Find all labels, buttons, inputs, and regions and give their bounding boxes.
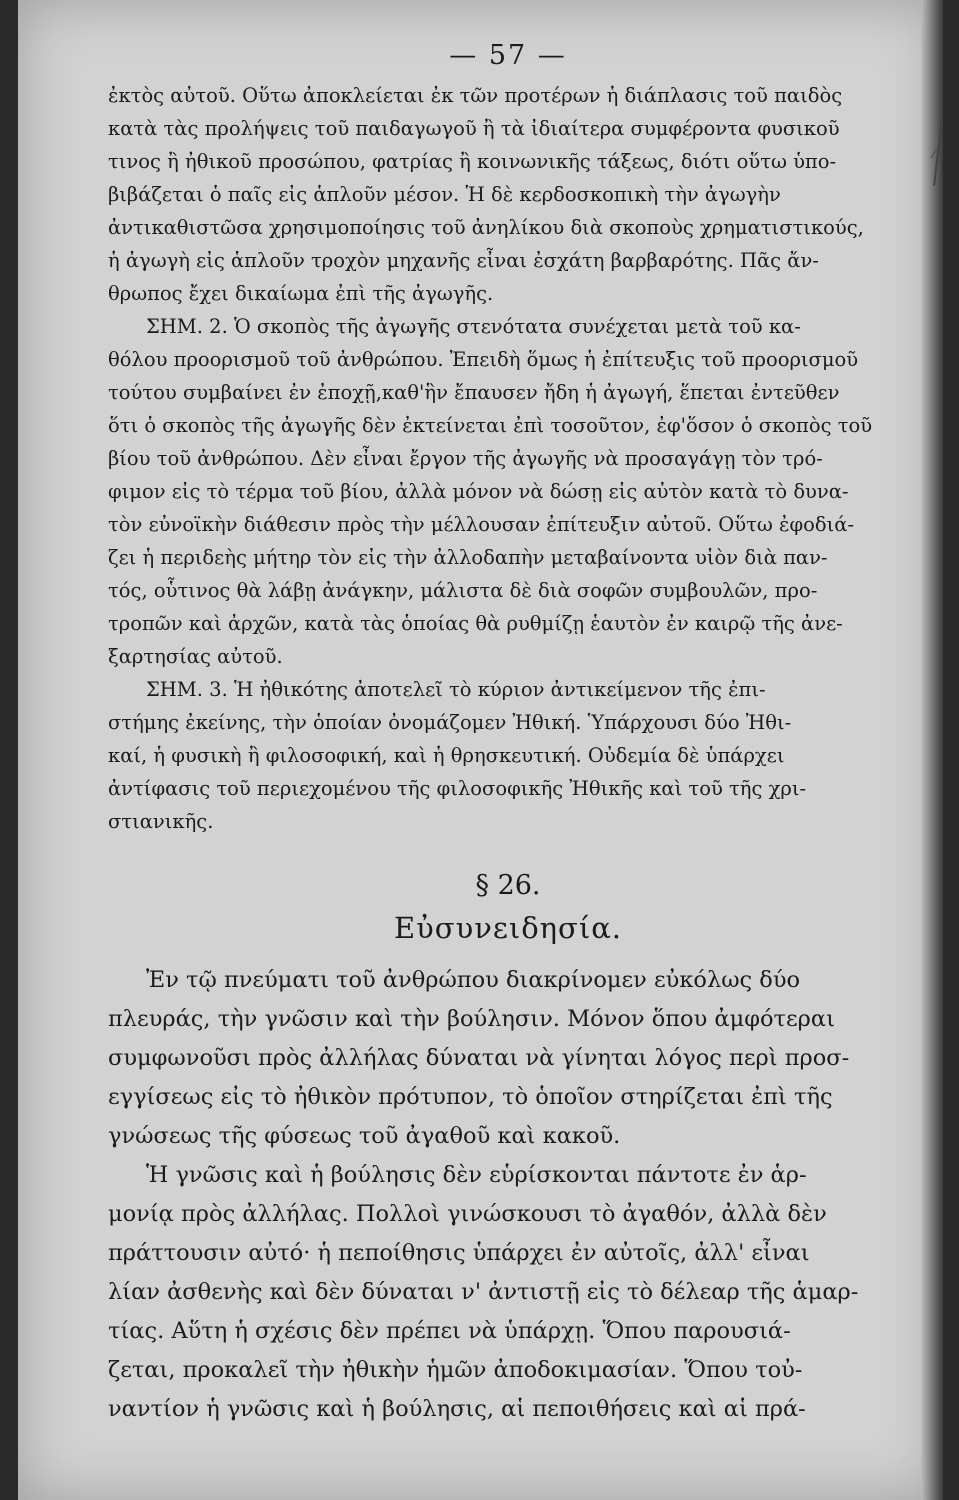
- text-line: γνώσεως τῆς φύσεως τοῦ ἀγαθοῦ καὶ κακοῦ.: [108, 1123, 621, 1149]
- text-line: Ἡ γνῶσις καὶ ἡ βούλησις δὲν εὑρίσκονται πάντοτε ἐν ἁρ-: [146, 1162, 807, 1188]
- section-number: § 26.: [475, 870, 541, 901]
- text-line: τίας. Αὕτη ἡ σχέσις δὲν πρέπει νὰ ὑπάρχῃ. Ὅπου παρουσιά-: [108, 1318, 791, 1344]
- text-line: ζει ἡ περιδεὴς μήτηρ τὸν εἰς τὴν ἀλλοδαπὴν μεταβαίνοντα υἱὸν διὰ παν-: [108, 546, 828, 569]
- text-line: τροπῶν καὶ ἀρχῶν, κατὰ τὰς ὁποίας θὰ ρυθμίζῃ ἑαυτὸν ἐν καιρῷ τῆς ἀνε-: [108, 612, 843, 635]
- text-line: συμφωνοῦσι πρὸς ἀλλήλας δύναται νὰ γίνηται λόγος περὶ προσ-: [108, 1045, 850, 1071]
- text-line: τός, οὗτινος θὰ λάβῃ ἀνάγκην, μάλιστα δὲ διὰ σοφῶν συμβουλῶν, προ-: [108, 579, 818, 602]
- text-line: κατὰ τὰς προλήψεις τοῦ παιδαγωγοῦ ἢ τὰ ἰδιαίτερα συμφέροντα φυσικοῦ: [108, 117, 840, 140]
- note-3-paragraph: [108, 673, 908, 838]
- text-line: μονίᾳ πρὸς ἀλλήλας. Πολλοὶ γινώσκουσι τὸ ἀγαθόν, ἀλλὰ δὲν: [108, 1201, 827, 1227]
- text-line: ΣΗΜ. 2. Ὁ σκοπὸς τῆς ἀγωγῆς στενότατα συνέχεται μετὰ τοῦ κα-: [146, 315, 801, 338]
- text-line: ΣΗΜ. 3. Ἡ ἠθικότης ἀποτελεῖ τὸ κύριον ἀντικείμενον τῆς ἐπι-: [146, 678, 766, 701]
- note-2-paragraph: [108, 310, 908, 673]
- text-line: πράττουσιν αὐτό· ἡ πεποίθησις ὑπάρχει ἐν αὐτοῖς, ἀλλ' εἶναι: [108, 1240, 810, 1266]
- text-line: τὸν εὐνοϊκὴν διάθεσιν πρὸς τὴν μέλλουσαν ἐπίτευξιν αὐτοῦ. Οὕτω ἐφοδιά-: [108, 513, 855, 536]
- book-page: [18, 0, 943, 1500]
- text-line: ὅτι ὁ σκοπὸς τῆς ἀγωγῆς δὲν ἐκτείνεται ἐπὶ τοσοῦτον, ἐφ'ὅσον ὁ σκοπὸς τοῦ: [108, 414, 873, 437]
- text-line: ἐκτὸς αὐτοῦ. Οὕτω ἀποκλείεται ἐκ τῶν προτέρων ἡ διάπλασις τοῦ παιδὸς: [108, 84, 843, 107]
- text-line: θόλου προορισμοῦ τοῦ ἀνθρώπου. Ἐπειδὴ ὅμως ἡ ἐπίτευξις τοῦ προορισμοῦ: [108, 348, 859, 371]
- section-title: Εὐσυνειδησία.: [393, 911, 623, 945]
- text-line: θρωπος ἔχει δικαίωμα ἐπὶ τῆς ἀγωγῆς.: [108, 282, 494, 305]
- text-line: τούτου συμβαίνει ἐν ἐποχῇ,καθ'ἣν ἔπαυσεν ἤδη ἡ ἀγωγή, ἕπεται ἐντεῦθεν: [108, 381, 840, 404]
- text-line: τινος ἢ ἠθικοῦ προσώπου, φατρίας ἢ κοινωνικῆς τάξεως, διότι οὕτω ὑπο-: [108, 150, 837, 173]
- section-paragraph-2: [108, 1156, 908, 1429]
- text-line: ξαρτησίας αὐτοῦ.: [108, 645, 283, 668]
- text-line: στήμης ἐκείνης, τὴν ὁποίαν ὀνομάζομεν Ἠθική. Ὑπάρχουσι δύο Ἠθι-: [108, 711, 792, 734]
- page-edge-shadow: [921, 0, 943, 1500]
- paragraph-continuation: [108, 79, 908, 310]
- text-line: ναντίον ἡ γνῶσις καὶ ἡ βούλησις, αἱ πεποιθήσεις καὶ αἱ πρά-: [108, 1396, 806, 1422]
- text-line: λίαν ἀσθενὴς καὶ δὲν δύναται ν' ἀντιστῇ εἰς τὸ δέλεαρ τῆς ἁμαρ-: [108, 1279, 859, 1305]
- text-line: ζεται, προκαλεῖ τὴν ἠθικὴν ἡμῶν ἀποδοκιμασίαν. Ὅπου τοὐ-: [108, 1357, 803, 1383]
- text-line: φιμον εἰς τὸ τέρμα τοῦ βίου, ἀλλὰ μόνον νὰ δώσῃ εἰς αὐτὸν κατὰ τὸ δυνα-: [108, 480, 849, 503]
- text-line: Ἐν τῷ πνεύματι τοῦ ἀνθρώπου διακρίνομεν εὐκόλως δύο: [146, 967, 801, 993]
- text-line: ἀντίφασις τοῦ περιεχομένου τῆς φιλοσοφικῆς Ἠθικῆς καὶ τοῦ τῆς χρι-: [108, 777, 807, 800]
- text-line: εγγίσεως εἰς τὸ ἠθικὸν πρότυπον, τὸ ὁποῖον στηρίζεται ἐπὶ τῆς: [108, 1084, 833, 1110]
- text-line: πλευράς, τὴν γνῶσιν καὶ τὴν βούλησιν. Μόνον ὅπου ἀμφότεραι: [108, 1006, 835, 1032]
- text-line: ἡ ἀγωγὴ εἰς ἁπλοῦν τροχὸν μηχανῆς εἶναι ἐσχάτη βαρβαρότης. Πᾶς ἄν-: [108, 249, 819, 272]
- text-line: καί, ἡ φυσικὴ ἢ φιλοσοφική, καὶ ἡ θρησκευτική. Οὐδεμία δὲ ὑπάρχει: [108, 744, 785, 767]
- page-text: [108, 40, 908, 1429]
- section-paragraph-1: [108, 961, 908, 1156]
- text-line: βίου τοῦ ἀνθρώπου. Δὲν εἶναι ἔργον τῆς ἀγωγῆς νὰ προσαγάγῃ τὸν τρό-: [108, 447, 823, 470]
- page-number: — 57 —: [449, 40, 567, 71]
- text-line: ἀντικαθιστῶσα χρησιμοποίησις τοῦ ἀνηλίκου διὰ σκοποὺς χρηματιστικούς,: [108, 216, 864, 239]
- text-line: βιβάζεται ὁ παῖς εἰς ἁπλοῦν μέσον. Ἡ δὲ κερδοσκοπικὴ τὴν ἀγωγὴν: [108, 183, 781, 206]
- margin-pencil-mark-icon: [928, 118, 948, 188]
- text-line: στιανικῆς.: [108, 810, 214, 833]
